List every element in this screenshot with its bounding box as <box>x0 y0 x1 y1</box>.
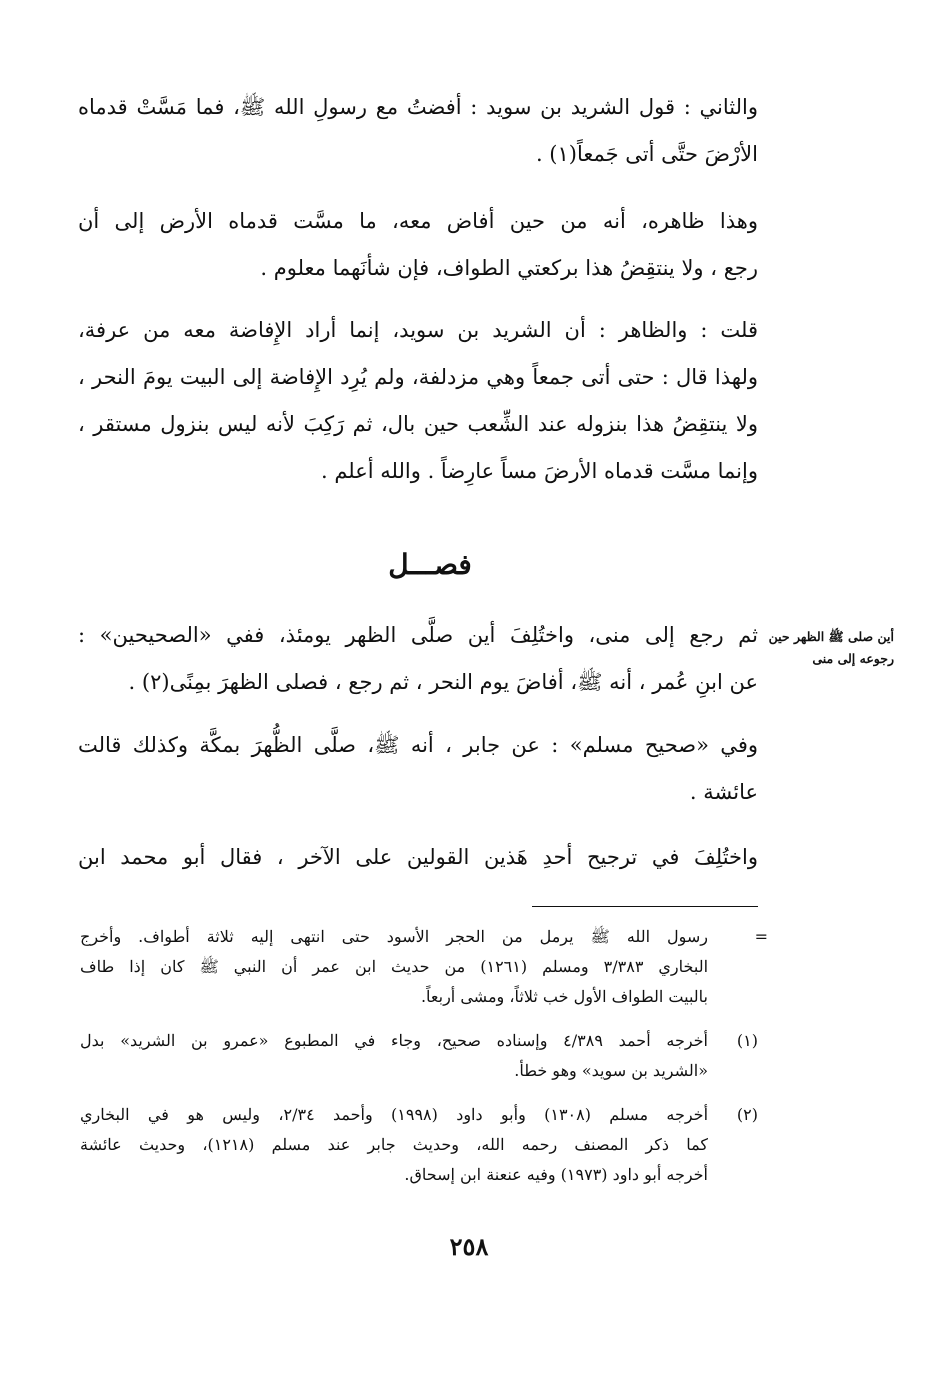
text-line: ثم رجع إلى منى، واختُلِفَ أين صلَّى الظهر يومئذ، ففي «الصحيحين» : <box>78 623 758 647</box>
footnote-line: أخرجه مسلم (١٣٠٨) وأبو داود (١٩٩٨) وأحمد ٢/٣٤، وليس هو في البخاري <box>80 1105 708 1124</box>
text-line: قلت : والظاهر : أن الشريد بن سويد، إنما أراد الإِفاضة معه من عرفة، <box>78 318 758 342</box>
text-line: ولا ينتقِضُ هذا بنزوله عند الشِّعب حين بال، ثم رَكِبَ لأنه ليس بنزول مستقر ، <box>78 412 758 436</box>
text-line: عن ابنِ عُمر ، أنه ﷺ، أفاضَ يوم النحر ، ثم رجع ، فصلى الظهرَ بمِنًى(٢) . <box>128 670 758 694</box>
footnote-line: بالبيت الطواف الأول خب ثلاثاً، ومشى أربعاً. <box>420 987 708 1006</box>
paragraph-3 <box>78 307 758 495</box>
paragraph-6 <box>78 834 758 881</box>
text-line: وإنما مسَّت قدماه الأرضَ مساً عارِضاً . والله أعلم . <box>320 459 758 483</box>
text-line: الأرْضَ حتَّى أتى جَمعاً(١) . <box>535 142 758 166</box>
footnote-1 <box>80 1026 708 1086</box>
text-line: رجع ، ولا ينتقِضُ هذا بركعتي الطواف، فإن شأنَهما معلوم . <box>260 256 758 280</box>
margin-note-line: رجوعه إلى منى <box>812 651 894 666</box>
paragraph-5 <box>78 722 758 816</box>
margin-note <box>758 626 894 670</box>
footnote-separator <box>532 906 758 907</box>
text-line: وفي «صحيح مسلم» : عن جابر ، أنه ﷺ، صلَّى الظُّهرَ بمكَّة وكذلك قالت <box>78 733 758 757</box>
footnote-marker: (١) <box>736 1031 758 1050</box>
text-line: ولهذا قال : حتى أتى جمعاً وهي مزدلفة، ولم يُرِد الإِفاضة إلى البيت يومَ النحر ، <box>78 365 758 389</box>
paragraph-4 <box>78 612 758 706</box>
footnote-continuation <box>80 922 708 1012</box>
page-number: ٢٥٨ <box>449 1232 489 1261</box>
paragraph-2 <box>78 198 758 292</box>
footnote-line: كما ذكر المصنف رحمه الله، وحديث جابر عند مسلم (١٢١٨)، وحديث عائشة <box>80 1135 708 1154</box>
text-line: وهذا ظاهره، أنه من حين أفاض معه، ما مسَّت قدماه الأرض إلى أن <box>78 209 758 233</box>
section-heading: فصـــل <box>388 548 472 581</box>
footnote-marker: (٢) <box>736 1105 758 1124</box>
footnote-2 <box>80 1100 708 1190</box>
text-line: واختُلِفَ في ترجيح أحدِ هَذين القولين على الآخر ، فقال أبو محمد ابن <box>78 845 758 869</box>
text-line: عائشة . <box>689 780 758 804</box>
paragraph-1 <box>78 84 758 178</box>
footnote-line: أخرجه أبو داود (١٩٧٣) وفيه عنعنة ابن إسحاق. <box>404 1165 708 1184</box>
text-line: والثاني : قول الشريد بن سويد : أفضتُ مع رسولِ الله ﷺ، فما مَسَّتْ قدماه <box>78 95 758 119</box>
footnote-line: «الشريد بن سويد» وهو خطأ. <box>514 1061 708 1080</box>
margin-note-line: أين صلى ﷺ الظهر حين <box>768 629 894 644</box>
footnote-line: أخرجه أحمد ٤/٣٨٩ وإسناده صحيح، وجاء في المطبوع «عمرو بن الشريد» بدل <box>80 1031 708 1050</box>
footnote-line: البخاري ٣/٣٨٣ ومسلم (١٢٦١) من حديث ابن عمر أن النبي ﷺ كان إذا طاف <box>80 957 708 976</box>
footnote-marker: = <box>754 927 768 946</box>
footnote-line: رسول الله ﷺ يرمل من الحجر الأسود حتى انتهى إليه ثلاثة أطواف. وأخرج <box>80 927 708 946</box>
